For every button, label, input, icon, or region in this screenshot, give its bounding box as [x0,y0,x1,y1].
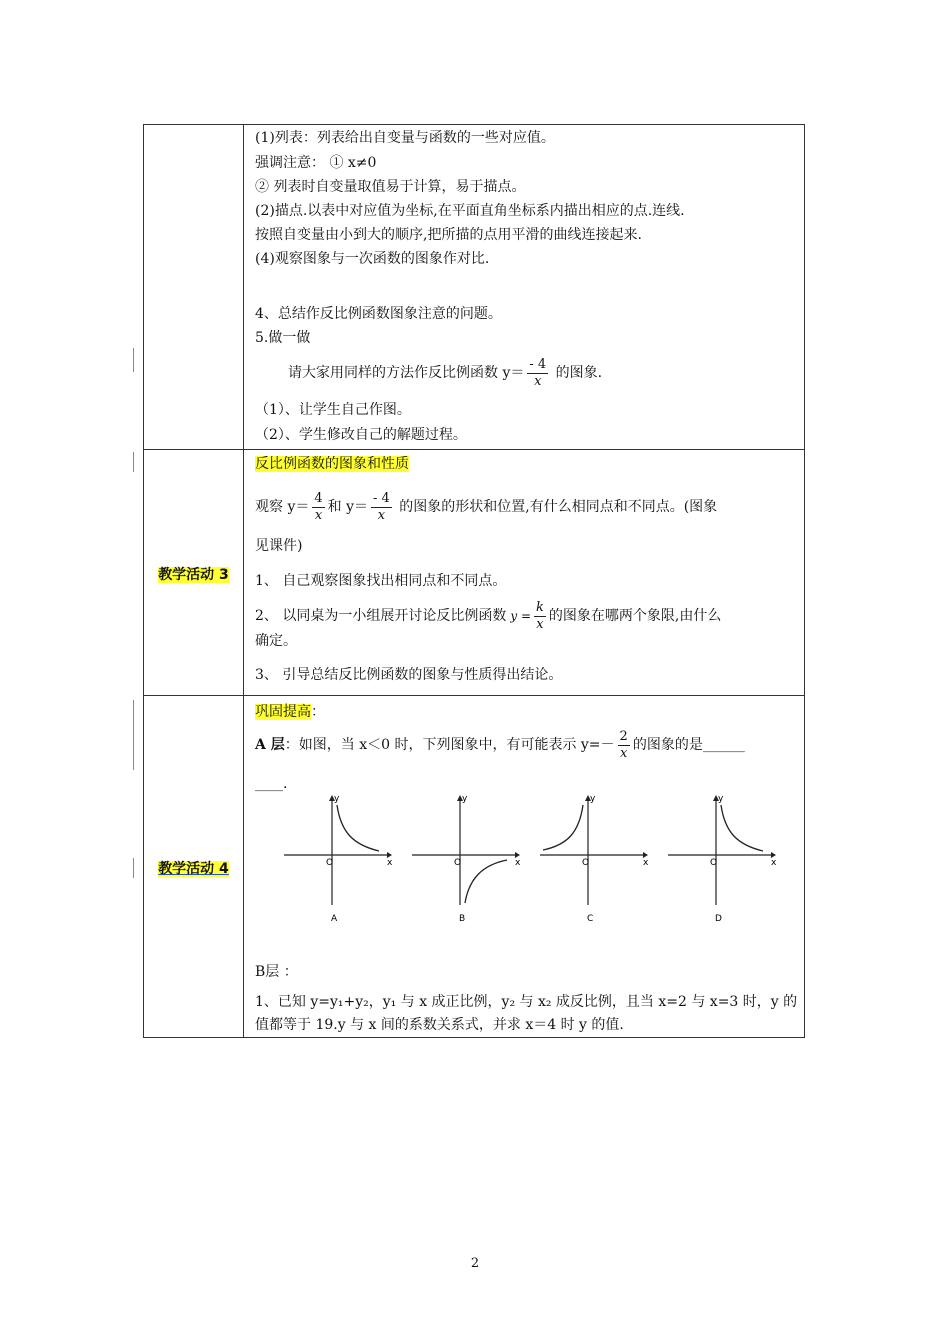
fraction [618,729,630,762]
fraction-denominator: x [620,745,628,761]
section-heading [255,701,325,724]
activity-item: 1、 自己观察图象找出相同点和不同点。 [255,573,507,589]
fraction-numerator: - 4 [529,356,547,372]
axis-x-label: x [387,858,393,868]
lesson-table [143,124,805,1038]
row1-step: （2）、学生修改自己的解题过程。 [255,427,467,443]
axis-y-label: y [590,794,596,804]
graph-options [279,793,799,933]
fraction-prefix: y = [510,609,532,623]
origin-label: O [454,858,462,868]
row1-prompt [288,353,602,393]
graph-c [540,794,649,924]
row1-line: 强调注意： ① x≠0 [255,155,377,171]
question-text: ：如图，当 x＜0 时，下列图象中，有可能表示 y=－ [284,737,615,753]
activity-label [144,858,243,878]
fraction [527,357,548,390]
question-text: 的图象的是______ [632,737,745,753]
row1-line: 4、总结作反比例函数图象注意的问题。 [255,306,502,322]
fraction-numerator: - 4 [373,490,390,506]
fraction-numerator: k [536,599,544,615]
fraction-denominator: x [534,373,542,389]
fraction-denominator: x [536,616,544,632]
heading-colon: ： [311,704,325,720]
fraction [312,491,324,524]
activity-item: 确定。 [255,633,297,649]
origin-label: O [582,858,590,868]
margin-mark [133,700,134,770]
margin-mark [133,858,134,878]
activity-label-text: 教学活动 4 [158,861,229,877]
a-layer-label: A 层 [255,737,285,753]
column-divider [243,125,244,1037]
answer-blank: ____. [255,776,288,792]
origin-label: O [710,858,718,868]
fraction [510,608,531,624]
item-text: 2、 以同桌为一小组展开讨论反比例函数 [255,608,507,624]
heading-text: 反比例函数的图象和性质 [255,456,409,472]
activity-item: 3、 引导总结反比例函数的图象与性质得出结论。 [255,667,563,683]
prompt-text: 的图象. [551,365,603,381]
observe-text: 和 y＝ [327,499,368,515]
fraction [534,600,546,633]
graph-a [284,794,393,924]
row1-line: 按照自变量由小到大的顺序,把所描的点用平滑的曲线连接起来. [255,227,642,243]
graph-label-b: B [459,914,466,924]
observe-text: 观察 y＝ [255,499,310,515]
activity-label-text: 教学活动 3 [158,567,229,583]
observe-line [255,487,717,527]
axis-y-label: y [462,794,468,804]
observe-text: 的图象的形状和位置,有什么相同点和不同点。(图象 [394,499,718,515]
activity-item [255,599,721,633]
fraction-numerator: 4 [314,490,323,506]
graph-d [668,794,777,924]
page-number: 2 [470,1256,480,1271]
row-divider [144,449,804,450]
axis-x-label: x [771,858,777,868]
item-text: 的图象在哪两个象限,由什么 [548,608,722,624]
graph-label-a: A [331,914,338,924]
axis-y-label: y [334,794,340,804]
graph-label-c: C [587,914,594,924]
origin-label: O [326,858,334,868]
activity-label [144,564,243,584]
section-heading [255,453,409,476]
row1-line: (4)观察图象与一次函数的图象作对比. [255,251,490,267]
axis-x-label: x [643,858,649,868]
observe-line-2: 见课件) [255,538,303,554]
graph-b [412,794,521,924]
margin-mark [133,348,134,372]
axis-x-label: x [515,858,521,868]
row1-line: (1)列表：列表给出自变量与函数的一些对应值。 [255,130,555,146]
fraction-numerator: 2 [619,728,628,744]
row1-line: (2)描点.以表中对应值为坐标,在平面直角坐标系内描出相应的点.连线. [255,203,685,219]
row-divider [144,695,804,696]
margin-mark [133,452,134,472]
fraction-denominator: x [314,507,323,523]
row1-line: ② 列表时自变量取值易于计算，易于描点。 [255,179,526,195]
a-layer-question [255,725,745,765]
prompt-text: 请大家用同样的方法作反比例函数 y＝ [288,365,525,381]
fraction [371,491,392,524]
b-layer-question: 值都等于 19.y 与 x 间的系数关系式，并求 x＝4 时 y 的值. [255,1017,624,1033]
row1-line: 5.做一做 [255,330,311,346]
heading-text: 巩固提高 [255,704,311,720]
graph-label-d: D [715,914,722,924]
b-layer-question: 1、已知 y=y₁+y₂，y₁ 与 x 成正比例，y₂ 与 x₂ 成反比例，且当 x=2 与 x=3 时，y 的 [255,994,798,1010]
fraction-denominator: x [377,507,386,523]
axis-y-label: y [718,794,724,804]
row1-step: （1）、让学生自己作图。 [255,402,411,418]
b-layer-label: B层 ： [255,964,298,980]
